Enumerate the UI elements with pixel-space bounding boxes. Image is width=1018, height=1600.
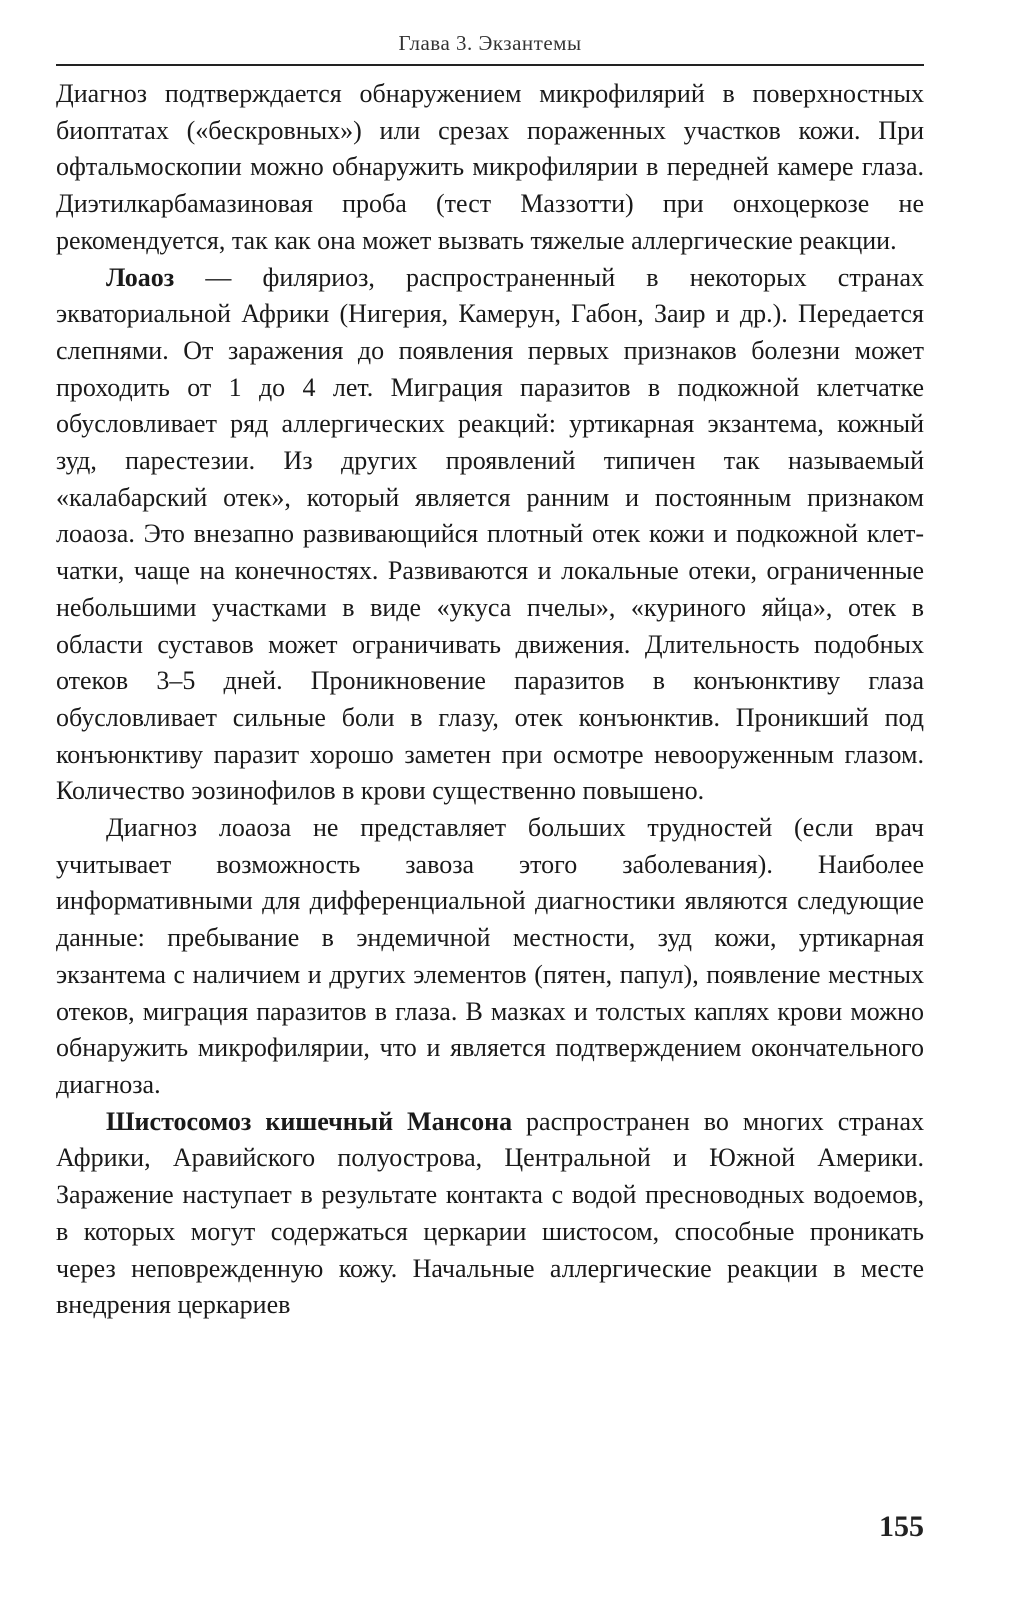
paragraph-text: — филяриоз, распространенный в некоторых странах экваториальной Африки (Нигерия, Камерун, Габон, Заир и др.). Передается слепнями. От заражения до появления первых признаков болезни может проходить от 1 до 4 лет. Миграция паразитов в подкожной клетчатке обусловливает ряд аллергических реакций: уртикарная экзантема, кожный зуд, парестезии. Из других проявлений типичен так называемый «калабарский отек», который является ранним и постоянным признаком лоаоза. Это внезапно развивающийся плотный отек кожи и подкожной клетчатки, чаще на конечностях. Развиваются и локальные отеки, ограниченные небольшими участками в виде «укуса пчелы», «куриного яйца», отек в области суставов может ограничивать движения. Длительность подобных отеков 3–5 дней. Проникновение паразитов в конъюнктиву глаза обусловливает сильные боли в глазу, отек конъюнктив. Проникший под конъюнктиву паразит хорошо заметен при осмотре невооруженным глазом. Количество эозинофилов в крови существенно повышено. [56,262,924,806]
body-text [56,76,924,1324]
page-number: 155 [879,1510,924,1543]
running-head: Глава 3. Экзантемы [398,31,582,55]
paragraph-text: распространен во многих странах Африки, Аравийского полуострова, Центральной и Южной Америки. Заражение наступает в результате контакта с водой пресноводных водоемов, в которых могут содержаться церкарии шистосом, способные проникать через неповрежденную кожу. Начальные аллергические реакции в месте внедрения церкариев [56,1106,924,1320]
paragraph-diagnosis-onchocerciasis [56,76,924,260]
term-loiasis: Лоаоз [106,262,175,292]
paragraph-schistosomiasis [56,1104,924,1324]
term-schistosomiasis: Шистосомоз кишечный Мансона [106,1106,513,1136]
header-rule [56,64,924,66]
paragraph-loiasis-diagnosis [56,810,924,1104]
paragraph-text: Диагноз подтверждается обнаружением микрофилярий в поверхностных биоптатах («бескровных») или срезах пораженных участков кожи. При офтальмоскопии можно обнаружить микрофилярии в передней камере глаза. Диэтилкарбамазиновая проба (тест Маззотти) при онхоцеркозе не рекомендуется, так как она может вызвать тяжелые аллергические реакции. [56,79,924,255]
paragraph-text: Диагноз лоаоза не представляет больших трудностей (если врач учитывает возможность завоза этого заболевания). Наиболее информативными для дифференциальной диагностики являются следующие данные: пребывание в эндемичной местности, зуд кожи, уртикарная экзантема с наличием и других элементов (пятен, папул), появление местных отеков, миграция паразитов в глаза. В мазках и толстых каплях крови можно обнаружить микрофилярии, что и является подтверждением окончательного диагноза. [56,813,924,1099]
book-page [56,28,924,1568]
paragraph-loiasis [56,260,924,811]
